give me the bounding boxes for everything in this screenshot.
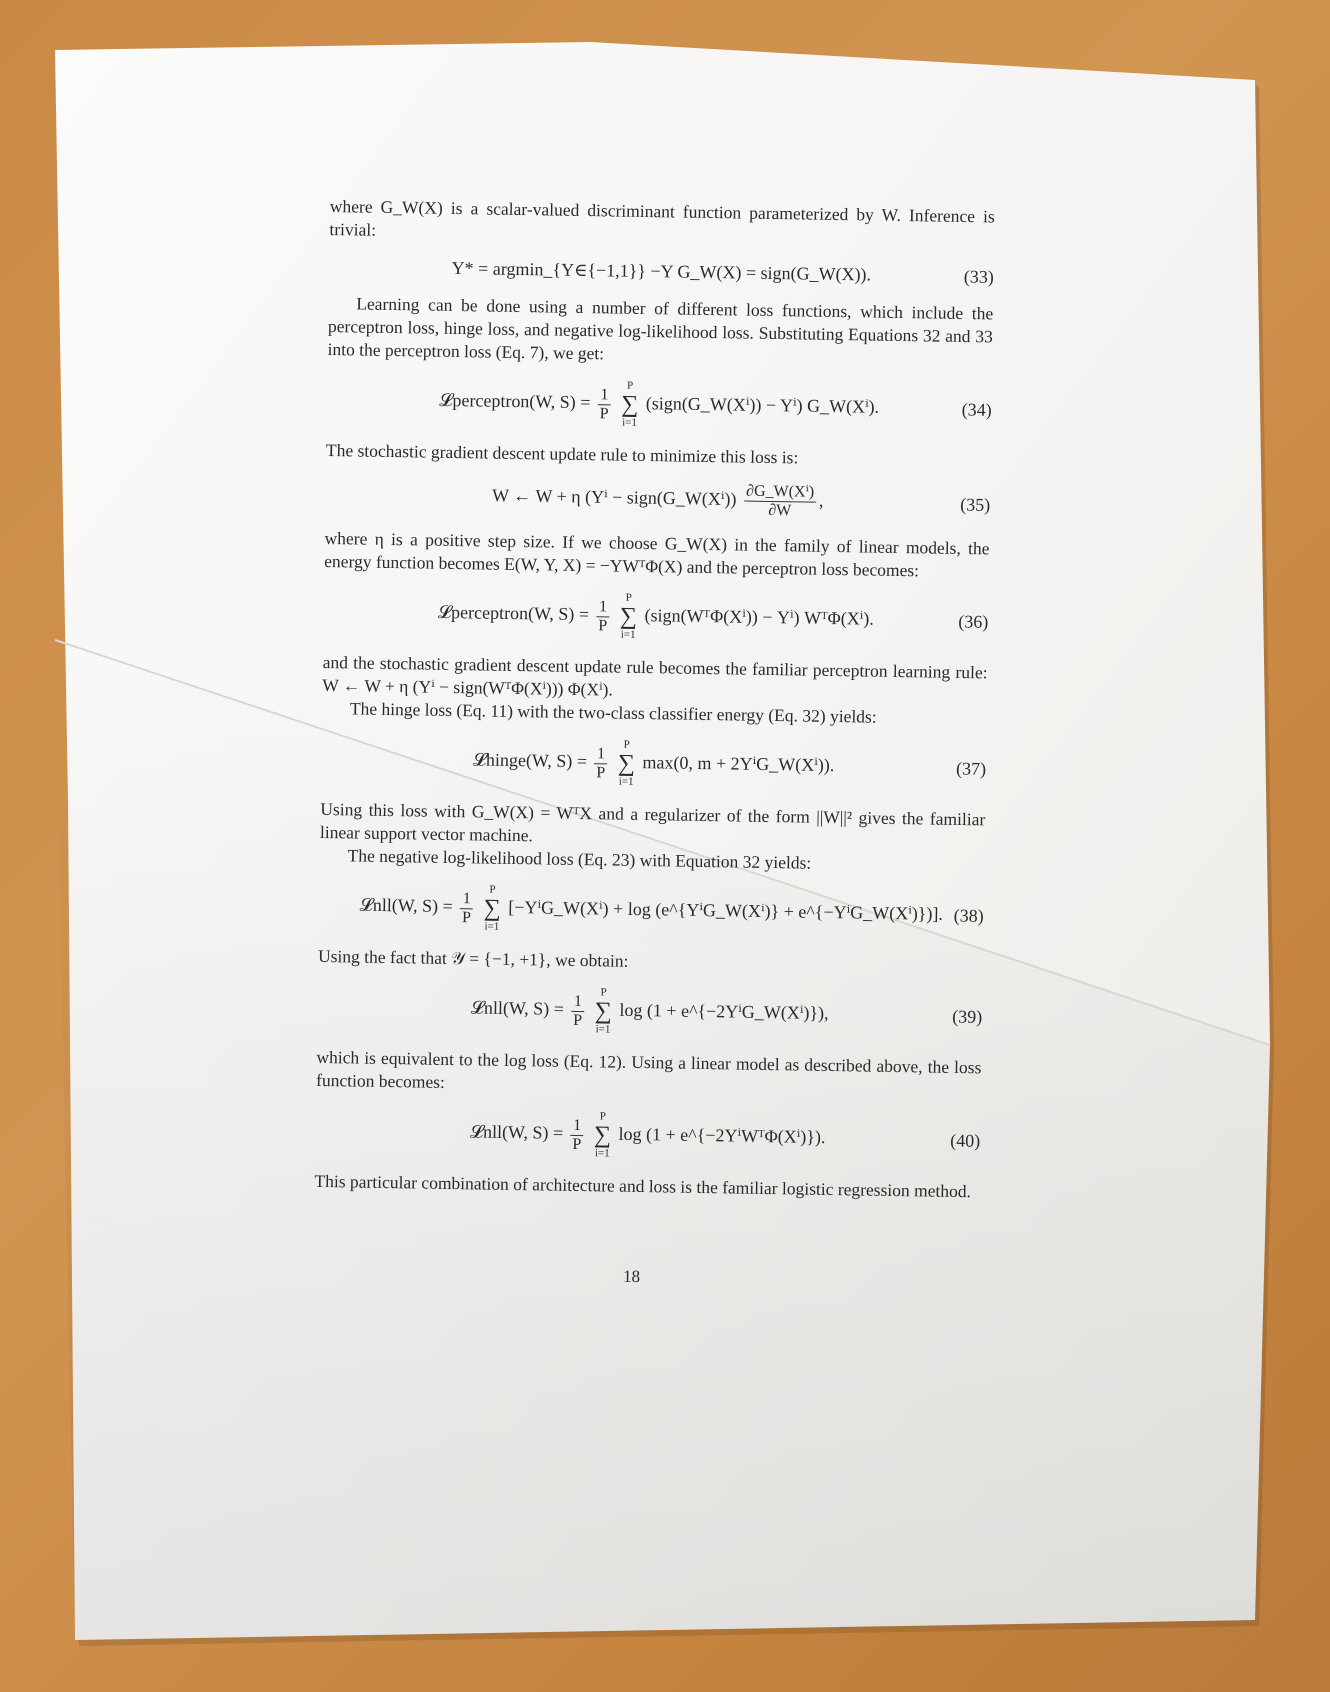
equation-34-lhs: 𝓛perceptron(W, S) = (439, 389, 591, 413)
fraction-1-over-P: $\frac{1}{P}$ (594, 745, 607, 782)
equation-34-number: (34) (961, 399, 992, 420)
equation-35-lhs: W ← W + η (Yⁱ − sign(G_W(Xⁱ)) (491, 485, 737, 510)
equation-36-lhs: 𝓛perceptron(W, S) = (437, 601, 590, 625)
equation-39-lhs: 𝓛nll(W, S) = (470, 997, 565, 1019)
equation-37-lhs: 𝓛hinge(W, S) = (472, 749, 588, 772)
page-number: 18 (622, 1266, 641, 1287)
summation-symbol: P ∑ i=1 (483, 883, 501, 933)
equation-40-rhs: log (1 + e^{−2YⁱWᵀΦ(Xⁱ)}). (618, 1123, 826, 1148)
paragraph-11: This particular combination of architecture and loss is the familiar logistic regression method. (314, 1170, 972, 1202)
equation-38-rhs: [−YⁱG_W(Xⁱ) + log (e^{YⁱG_W(Xⁱ)} + e^{−YⁱG_W(Xⁱ)})]. (508, 897, 944, 924)
paragraph-9: Using the fact that 𝒴 = {−1, +1}, we obtain: (317, 945, 629, 971)
equation-39-number: (39) (952, 1006, 983, 1027)
equation-35: W ← W + η (Yⁱ − sign(G_W(Xⁱ)) $\frac{\text{∂G\_W(Xⁱ)}}{\partial W}$ , (35) (491, 482, 991, 520)
summation-symbol: P ∑ i=1 (621, 379, 639, 429)
paragraph-2: Learning can be done using a number of different loss functions, which include the perceptron loss, hinge loss, and negative log-likelihood loss. Substituting Equations 32 and 33 into the perceptron loss (Eq. 7), we get: (327, 293, 994, 364)
paragraph-4: where η is a positive step size. If we choose G_W(X) in the family of linear models, the energy function becomes E(W, Y, X) = −YWᵀΦ(X) and the perceptron loss becomes: (324, 527, 990, 581)
fraction-1-over-P: $\frac{1}{P}$ (570, 1116, 583, 1153)
document-body (314, 195, 995, 1287)
equation-40-number: (40) (950, 1130, 981, 1151)
partial-derivative-fraction: $\frac{\text{∂G\_W(Xⁱ)}}{\partial W}$ (744, 483, 817, 521)
equation-39 (317, 982, 983, 1042)
equation-40 (315, 1106, 981, 1166)
summation-symbol: P ∑ i=1 (594, 986, 613, 1036)
summation-symbol: P ∑ i=1 (617, 738, 636, 788)
paragraph-1: where G_W(X) is a scalar-valued discriminant function parameterized by W. Inference is trivial: (329, 195, 995, 240)
equation-35-number: (35) (960, 493, 991, 515)
equation-33-number: (33) (963, 265, 994, 287)
paragraph-7: Using this loss with G_W(X) = WᵀX and a regularizer of the form ||W||² gives the familiar linear support vector machine. (319, 798, 986, 846)
summation-symbol: P ∑ i=1 (619, 591, 638, 641)
fraction-1-over-P: $\frac{1}{P}$ (571, 992, 584, 1029)
equation-36-rhs: (sign(WᵀΦ(Xⁱ)) − Yⁱ) WᵀΦ(Xⁱ). (644, 605, 874, 629)
equation-39-rhs: log (1 + e^{−2YⁱG_W(Xⁱ)}), (619, 999, 829, 1024)
equation-40-lhs: 𝓛nll(W, S) = (469, 1121, 564, 1143)
paragraph-8: The negative log-likelihood loss (Eq. 23) with Equation 32 yields: (347, 845, 812, 873)
paragraph-5: and the stochastic gradient descent update rule becomes the familiar perceptron learning rule: W ← W + η (Yⁱ − sign(WᵀΦ(Xⁱ))) Φ(Xⁱ). (322, 651, 988, 700)
paragraph-10: which is equivalent to the log loss (Eq. 12). Using a linear model as described above, the loss function becomes: (315, 1046, 982, 1092)
summation-symbol: P ∑ i=1 (593, 1110, 612, 1160)
equation-36 (323, 587, 989, 647)
equation-36-number: (36) (958, 611, 989, 632)
equation-38-number: (38) (953, 905, 984, 926)
paragraph-6: The hinge loss (Eq. 11) with the two-class classifier energy (Eq. 32) yields: (349, 698, 877, 727)
equation-33-body: Y* = argmin_{Y∈{−1,1}} −Y G_W(X) = sign(G_W(X)). (451, 257, 872, 285)
equation-37-number: (37) (955, 758, 987, 779)
fraction-1-over-P: $\frac{1}{P}$ (596, 598, 609, 635)
fraction-1-over-P: $\frac{1}{P}$ (460, 890, 473, 927)
paragraph-3: The stochastic gradient descent update rule to minimize this loss is: (325, 439, 799, 468)
equation-38 (318, 881, 984, 941)
equation-37-rhs: max(0, m + 2YⁱG_W(Xⁱ)). (642, 752, 835, 776)
fraction-1-over-P: $\frac{1}{P}$ (598, 386, 611, 423)
equation-38-lhs: 𝓛nll(W, S) = (359, 894, 453, 917)
equation-33 (329, 255, 994, 288)
equation-37 (321, 734, 987, 794)
equation-34-rhs: (sign(G_W(Xⁱ)) − Yⁱ) G_W(Xⁱ). (645, 393, 880, 417)
equation-34 (326, 375, 992, 435)
